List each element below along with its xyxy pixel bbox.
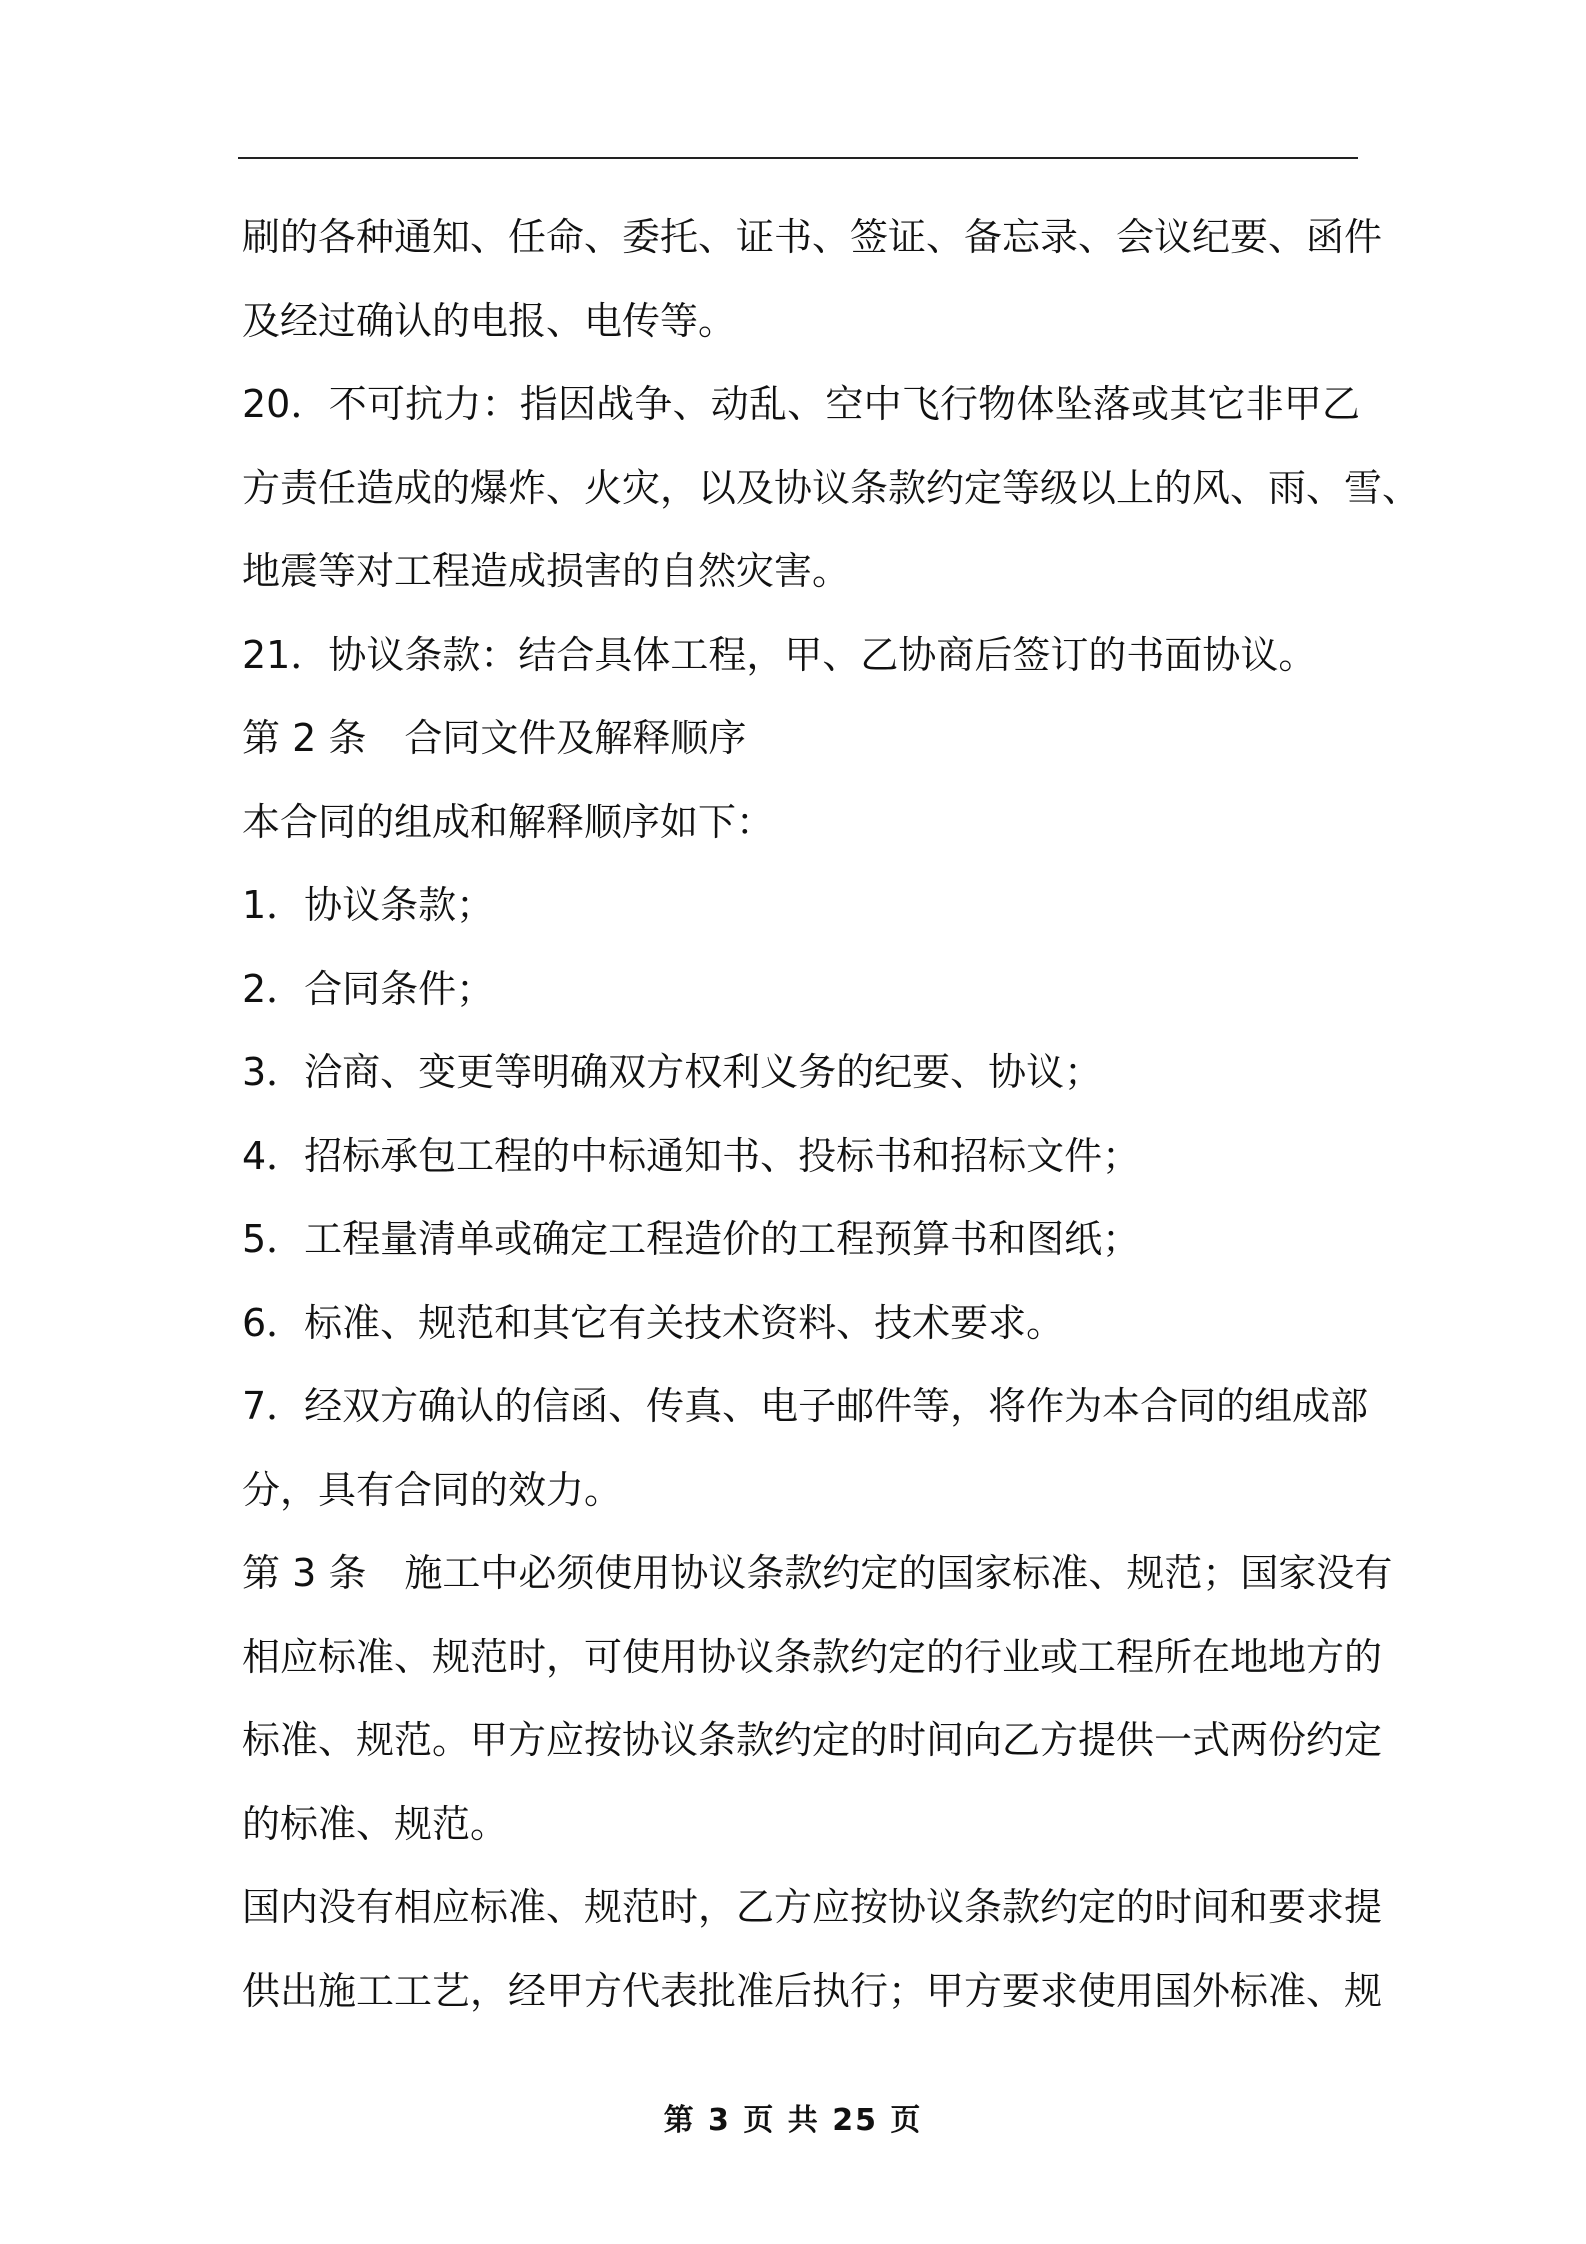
list-item: 5．工程量清单或确定工程造价的工程预算书和图纸； [242, 1217, 1141, 1261]
list-item: 4．招标承包工程的中标通知书、投标书和招标文件； [242, 1133, 1141, 1178]
list-item: 3．洽商、变更等明确双方权利义务的纪要、协议； [242, 1050, 1103, 1094]
list-item: 6．标准、规范和其它有关技术资料、技术要求。 [242, 1300, 1065, 1345]
text-line: 的标准、规范。 [242, 1801, 509, 1846]
text-line: 20．不可抗力：指因战争、动乱、空中飞行物体坠落或其它非甲乙 [242, 382, 1360, 426]
text-line: 相应标准、规范时，可使用协议条款约定的行业或工程所在地地方的 [242, 1634, 1383, 1679]
text-line: 分，具有合同的效力。 [242, 1467, 623, 1512]
page-number-text: 第 3 页 共 25 页 [663, 2103, 923, 2138]
list-item: 1．协议条款； [242, 883, 495, 927]
list-item: 2．合同条件； [242, 966, 495, 1011]
list-item: 7．经双方确认的信函、传真、电子邮件等，将作为本合同的组成部 [242, 1384, 1369, 1428]
text-line: 21．协议条款：结合具体工程，甲、乙协商后签订的书面协议。 [242, 632, 1317, 677]
text-line: 及经过确认的电报、电传等。 [242, 298, 737, 343]
text-line: 供出施工工艺，经甲方代表批准后执行；甲方要求使用国外标准、规 [242, 1968, 1383, 2013]
section-heading: 第 3 条 施工中必须使用协议条款约定的国家标准、规范；国家没有 [242, 1551, 1393, 1595]
header-rule [238, 157, 1358, 159]
text-line: 本合同的组成和解释顺序如下： [242, 799, 775, 844]
text-line: 标准、规范。甲方应按协议条款约定的时间向乙方提供一式两份约定 [242, 1718, 1383, 1762]
text-line: 刷的各种通知、任命、委托、证书、签证、备忘录、会议纪要、函件 [242, 215, 1383, 259]
page-number [0, 2095, 1586, 2139]
text-line: 地震等对工程造成损害的自然灾害。 [242, 549, 851, 593]
text-line: 方责任造成的爆炸、火灾，以及协议条款约定等级以上的风、雨、雪、 [242, 465, 1421, 510]
text-line: 国内没有相应标准、规范时，乙方应按协议条款约定的时间和要求提 [242, 1885, 1383, 1929]
body-text [242, 196, 1421, 2033]
section-heading: 第 2 条 合同文件及解释顺序 [242, 716, 747, 760]
